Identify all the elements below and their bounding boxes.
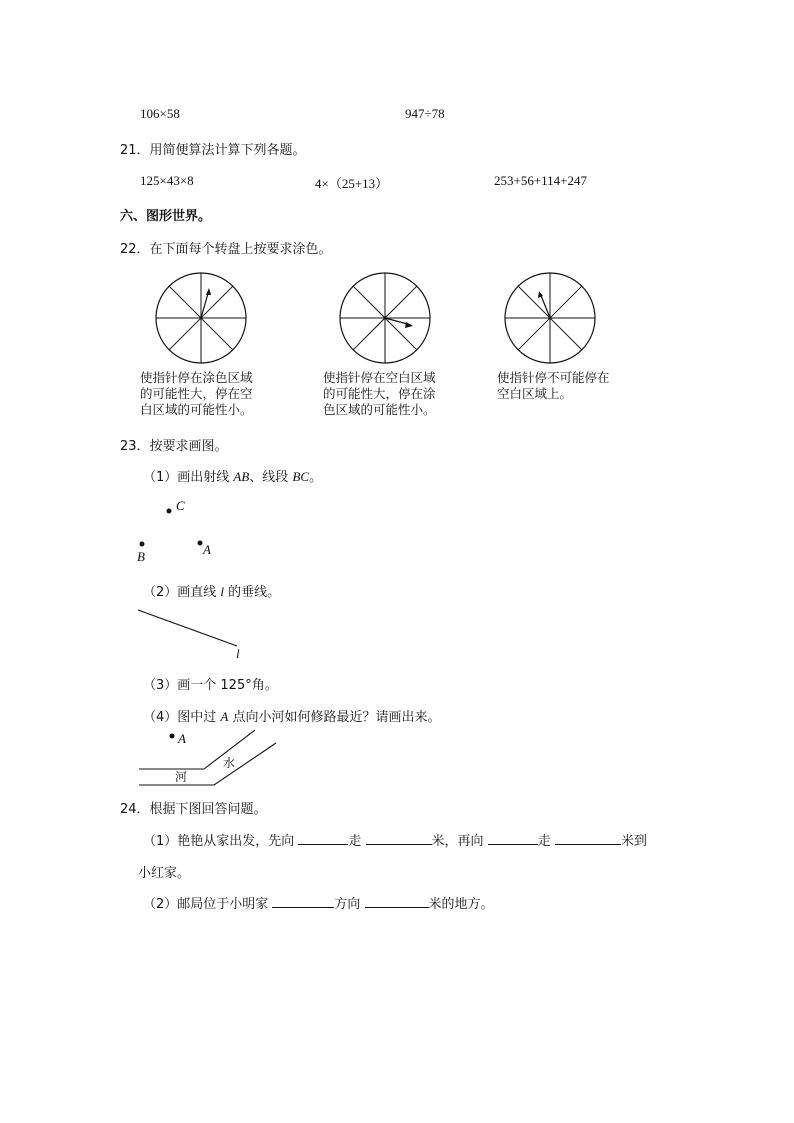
answer-blank[interactable] (365, 895, 429, 908)
line-l-label: l (236, 646, 240, 661)
q24-part-1 (143, 830, 647, 849)
answer-blank[interactable] (298, 832, 348, 845)
text-span: （2）邮局位于小明家 (143, 897, 273, 912)
text-span: 走 (348, 834, 366, 849)
point-a-ref: A (220, 709, 229, 724)
point-c-dot (167, 509, 172, 514)
text-span: 米的地方。 (428, 897, 494, 912)
answer-blank[interactable] (488, 832, 538, 845)
q21-item-3: 253+56+114+247 (494, 173, 588, 188)
q21-item-1: 125×43×8 (140, 173, 194, 188)
caption-line: 使指针停在空白区域 (323, 370, 436, 385)
river-point-a-label: A (178, 731, 186, 746)
river-label-shui: 水 (223, 756, 236, 770)
q23-part-1 (143, 466, 322, 485)
q24-title: 24．根据下图回答问题。 (120, 802, 267, 817)
caption-line: 空白区域上。 (497, 386, 573, 401)
pointer-arrow-icon (385, 318, 413, 328)
ray-ab-label: AB (233, 469, 250, 484)
text-span: （4）图中过 (143, 710, 221, 725)
point-b-label: B (137, 549, 145, 564)
pointer-arrow-icon (538, 291, 550, 318)
answer-blank[interactable] (366, 832, 432, 845)
q23-title: 23．按要求画图。 (120, 439, 228, 454)
caption-line: 色区域的可能性小。 (323, 402, 436, 417)
q21-item-2: 4×（25+13） (315, 176, 389, 191)
text-span: （1）艳艳从家出发，先向 (143, 834, 299, 849)
river-label-he: 河 (175, 770, 188, 784)
point-a-dot (198, 541, 203, 546)
expr-947div78: 947÷78 (405, 106, 445, 121)
q23-part-2 (143, 581, 280, 600)
text-span: （1）画出射线 (143, 470, 234, 485)
caption-line: 使指针停不可能停在 (497, 370, 610, 385)
text-span: 的垂线。 (224, 585, 281, 600)
river-diagram (0, 0, 1, 1)
caption-line: 的可能性大，停在空 (140, 386, 253, 401)
q23-part-3: （3）画一个 125°角。 (143, 678, 278, 693)
spinner-2-caption (323, 370, 436, 418)
point-b-dot (140, 542, 145, 547)
caption-line: 白区域的可能性小。 (140, 402, 253, 417)
expr-106x58: 106×58 (140, 106, 180, 121)
answer-blank[interactable] (272, 895, 334, 908)
point-c-label: C (176, 498, 185, 513)
river-point-a-dot (170, 734, 175, 739)
point-a-label: A (203, 542, 211, 557)
segment-bc-label: BC (292, 469, 310, 484)
q24-part-2 (143, 893, 494, 912)
text-span: 、线段 (249, 470, 293, 485)
spinner-1-caption (140, 370, 253, 418)
caption-line: 的可能性大，停在涂 (323, 386, 436, 401)
spinner-2[interactable] (339, 272, 431, 364)
spinner-1[interactable] (155, 272, 247, 364)
spinner-3-caption (497, 370, 610, 402)
text-span: 点向小河如何修路最近？请画出来。 (228, 710, 441, 725)
answer-blank[interactable] (555, 832, 621, 845)
text-span: 。 (309, 470, 323, 485)
q24-part-1-continued: 小红家。 (138, 866, 191, 881)
text-span: 方向 (334, 897, 365, 912)
text-span: （2）画直线 (143, 585, 221, 600)
text-span: 米，再向 (431, 834, 488, 849)
q22-title: 22．在下面每个转盘上按要求涂色。 (120, 242, 332, 257)
text-span: 走 (537, 834, 555, 849)
q23-part-4 (143, 706, 441, 725)
q21-title: 21．用简便算法计算下列各题。 (120, 143, 306, 158)
caption-line: 使指针停在涂色区域 (140, 370, 253, 385)
text-span: 米到 (620, 834, 647, 849)
line-l-ref: l (220, 584, 225, 599)
section-6-title: 六、图形世界。 (120, 209, 212, 224)
spinner-3[interactable] (504, 272, 596, 364)
